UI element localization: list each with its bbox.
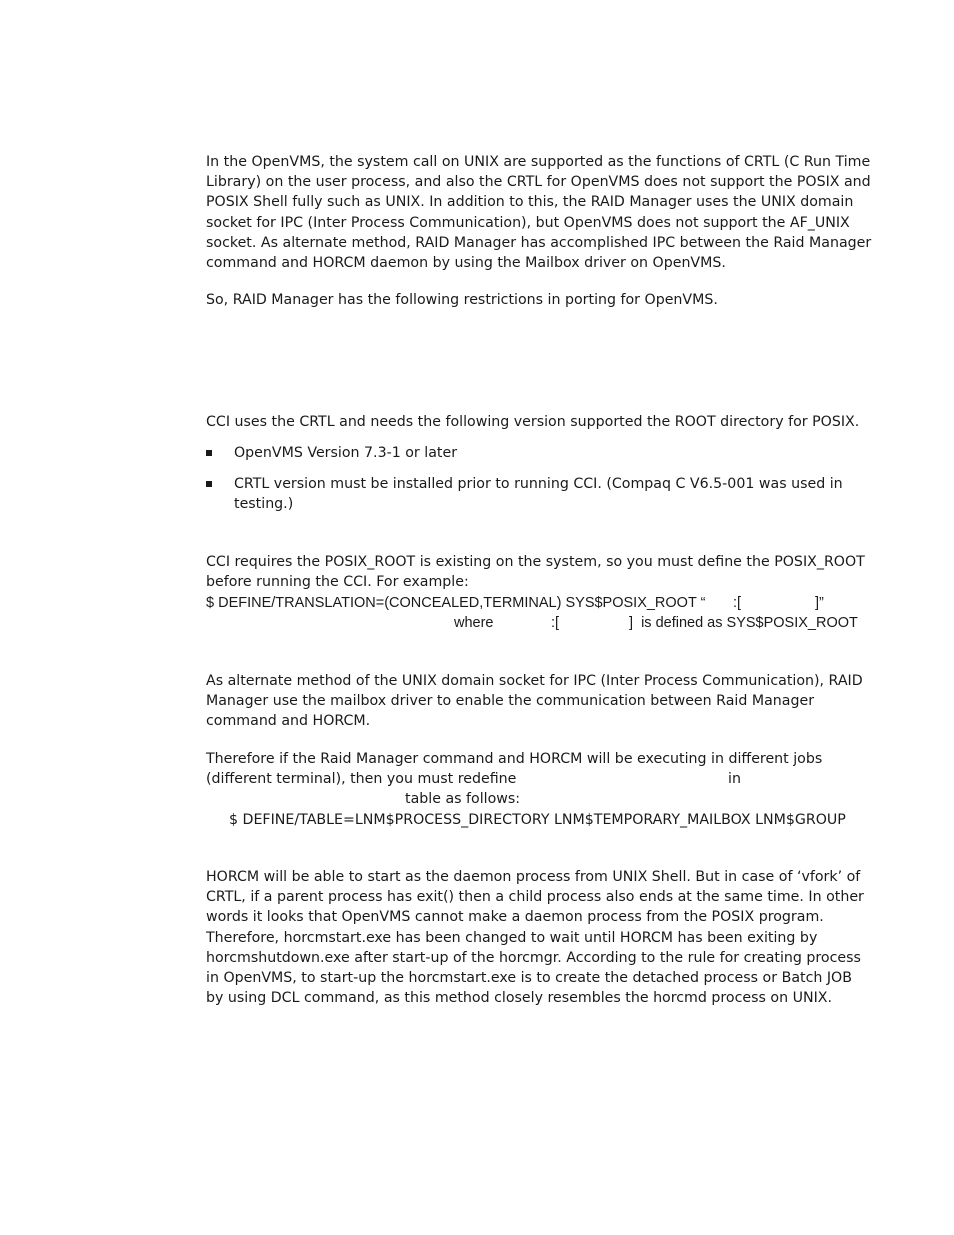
bullet-square-icon <box>206 481 212 487</box>
intro-line: command and HORCM daemon by using the Mailbox driver on OpenVMS. <box>206 254 726 271</box>
bullet-text: testing.) <box>234 496 294 513</box>
where-colon: :[ <box>551 615 560 631</box>
where-label: where <box>454 615 494 631</box>
define-command-colon: :[ <box>733 595 742 611</box>
bullet-text: OpenVMS Version 7.3-1 or later <box>234 445 458 461</box>
restrictions-paragraph <box>206 290 866 310</box>
posix-root-line: before running the CCI. For example: <box>206 574 469 591</box>
posix-root-paragraph <box>206 552 866 592</box>
mailbox-paragraph <box>206 671 866 732</box>
bullet-square-icon <box>206 450 212 456</box>
redefine-line: (different terminal), then you must redefine <box>206 771 517 787</box>
restrictions-text: So, RAID Manager has the following restrictions in porting for OpenVMS. <box>206 292 718 308</box>
daemon-line: words it looks that OpenVMS cannot make a daemon process from the POSIX program. <box>206 909 824 926</box>
mailbox-line: Manager use the mailbox driver to enable the communication between Raid Manager <box>206 693 815 710</box>
redefine-line: table as follows: <box>405 791 521 807</box>
mailbox-line: command and HORCM. <box>206 713 371 730</box>
posix-root-line: CCI requires the POSIX_ROOT is existing on the system, so you must define the POSIX_ROOT <box>206 554 865 570</box>
redefine-command: $ DEFINE/TABLE=LNM$PROCESS_DIRECTORY LNM$TEMPORARY_MAILBOX LNM$GROUP <box>229 812 846 828</box>
crtl-text: CCI uses the CRTL and needs the following version supported the ROOT directory for POSIX. <box>206 414 860 430</box>
intro-line: In the OpenVMS, the system call on UNIX are supported as the functions of CRTL (C Run Time <box>206 154 871 170</box>
intro-line: socket for IPC (Inter Process Communication), but OpenVMS does not support the AF_UNIX <box>206 214 850 231</box>
intro-line: socket. As alternate method, RAID Manager has accomplished IPC between the Raid Manager <box>206 234 872 251</box>
redefine-in: in <box>728 771 741 787</box>
define-command-text: $ DEFINE/TRANSLATION=(CONCEALED,TERMINAL) SYS$POSIX_ROOT “ <box>206 595 706 611</box>
crtl-paragraph <box>206 412 866 432</box>
define-command-end: ]” <box>815 595 824 611</box>
mailbox-line: As alternate method of the UNIX domain socket for IPC (Inter Process Communication), RAID <box>206 673 863 689</box>
intro-paragraph <box>206 152 872 273</box>
intro-line: Library) on the user process, and also the CRTL for OpenVMS does not support the POSIX and <box>206 174 871 191</box>
where-rest: ] is defined as SYS$POSIX_ROOT <box>629 615 858 631</box>
daemon-paragraph <box>206 867 866 1008</box>
daemon-line: horcmshutdown.exe after start-up of the horcmgr. According to the rule for creating process <box>206 949 861 966</box>
daemon-line: in OpenVMS, to start-up the horcmstart.exe is to create the detached process or Batch JOB <box>206 969 852 986</box>
daemon-line: by using DCL command, as this method closely resembles the horcmd process on UNIX. <box>206 990 833 1007</box>
redefine-line: Therefore if the Raid Manager command and HORCM will be executing in different jobs <box>206 751 823 767</box>
intro-line: POSIX Shell fully such as UNIX. In addition to this, the RAID Manager uses the UNIX domain <box>206 194 854 211</box>
daemon-line: CRTL, if a parent process has exit() then a child process also ends at the same time. In other <box>206 889 864 906</box>
daemon-line: HORCM will be able to start as the daemon process from UNIX Shell. But in case of ‘vfork’ of <box>206 869 861 885</box>
bullet-text: CRTL version must be installed prior to running CCI. (Compaq C V6.5-001 was used in <box>234 476 843 492</box>
daemon-line: Therefore, horcmstart.exe has been changed to wait until HORCM has been exiting by <box>206 929 818 946</box>
